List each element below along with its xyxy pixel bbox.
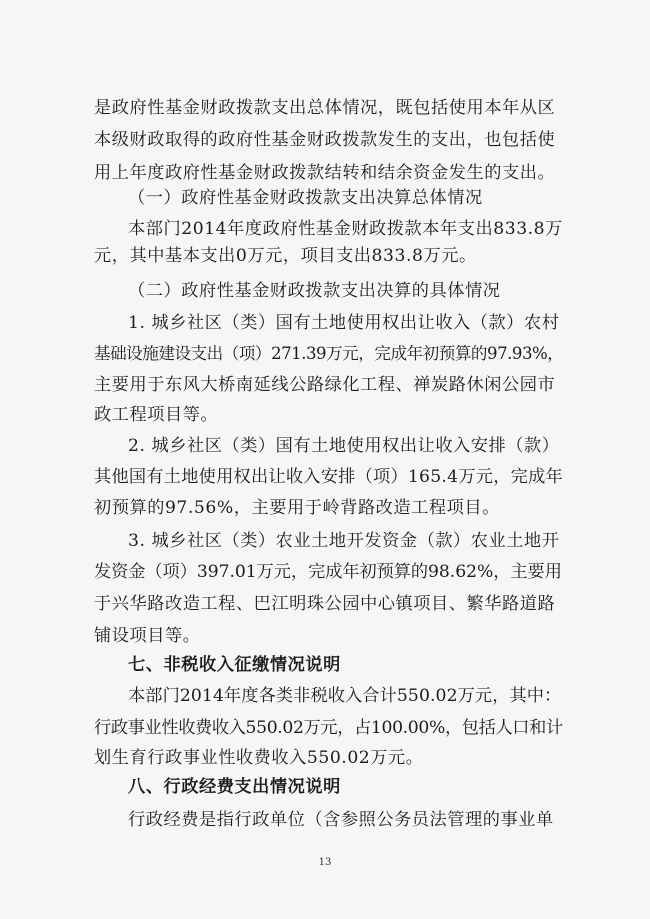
body-line: 政工程项目等。 [94, 405, 219, 425]
body-line: 发资金（项）397.01万元，完成年初预算的98.62%，主要用 [94, 562, 562, 582]
body-line: 本部门2014年度各类非税收入合计550.02万元，其中： [128, 686, 562, 706]
subheading-line: （二）政府性基金财政拨款支出决算的具体情况 [128, 281, 501, 301]
body-line: 3. 城乡社区（类）农业土地开发资金（款）农业土地开 [128, 531, 560, 551]
body-line: 铺设项目等。 [94, 626, 201, 646]
body-line: 行政经费是指行政单位（含参照公务员法管理的事业单 [128, 810, 554, 830]
subheading-line: （一）政府性基金财政拨款支出决算总体情况 [128, 188, 483, 208]
section-heading: 八、行政经费支出情况说明 [128, 777, 341, 797]
body-line: 1. 城乡社区（类）国有土地使用权出让收入（款）农村 [128, 313, 560, 333]
body-line: 是政府性基金财政拨款支出总体情况，既包括使用本年从区 [94, 98, 556, 118]
body-line: 用上年度政府性基金财政拨款结转和结余资金发生的支出。 [94, 163, 556, 183]
body-line: 主要用于东风大桥南延线公路绿化工程、禅炭路休闲公园市 [94, 375, 556, 395]
body-line: 划生育行政事业性收费收入550.02万元。 [94, 748, 424, 768]
body-line: 行政事业性收费收入550.02万元，占100.00%，包括人口和计 [94, 718, 563, 738]
body-line: 其他国有土地使用权出让收入安排（项）165.4万元，完成年 [94, 467, 563, 487]
page-number: 13 [318, 857, 332, 868]
body-line: 本级财政取得的政府性基金财政拨款发生的支出，也包括使 [94, 130, 556, 150]
body-line: 本部门2014年度政府性基金财政拨款本年支出833.8万 [128, 219, 563, 239]
body-line: 于兴华路改造工程、巴江明珠公园中心镇项目、繁华路道路 [94, 594, 556, 614]
section-heading: 七、非税收入征缴情况说明 [128, 655, 341, 675]
body-line: 初预算的97.56%，主要用于岭背路改造工程项目。 [94, 498, 500, 518]
body-line: 2. 城乡社区（类）国有土地使用权出让收入安排（款） [128, 436, 560, 456]
body-line: 元，其中基本支出0万元，项目支出833.8万元。 [94, 246, 477, 266]
body-line: 基础设施建设支出（项）271.39万元，完成年初预算的97.93%， [94, 344, 564, 363]
